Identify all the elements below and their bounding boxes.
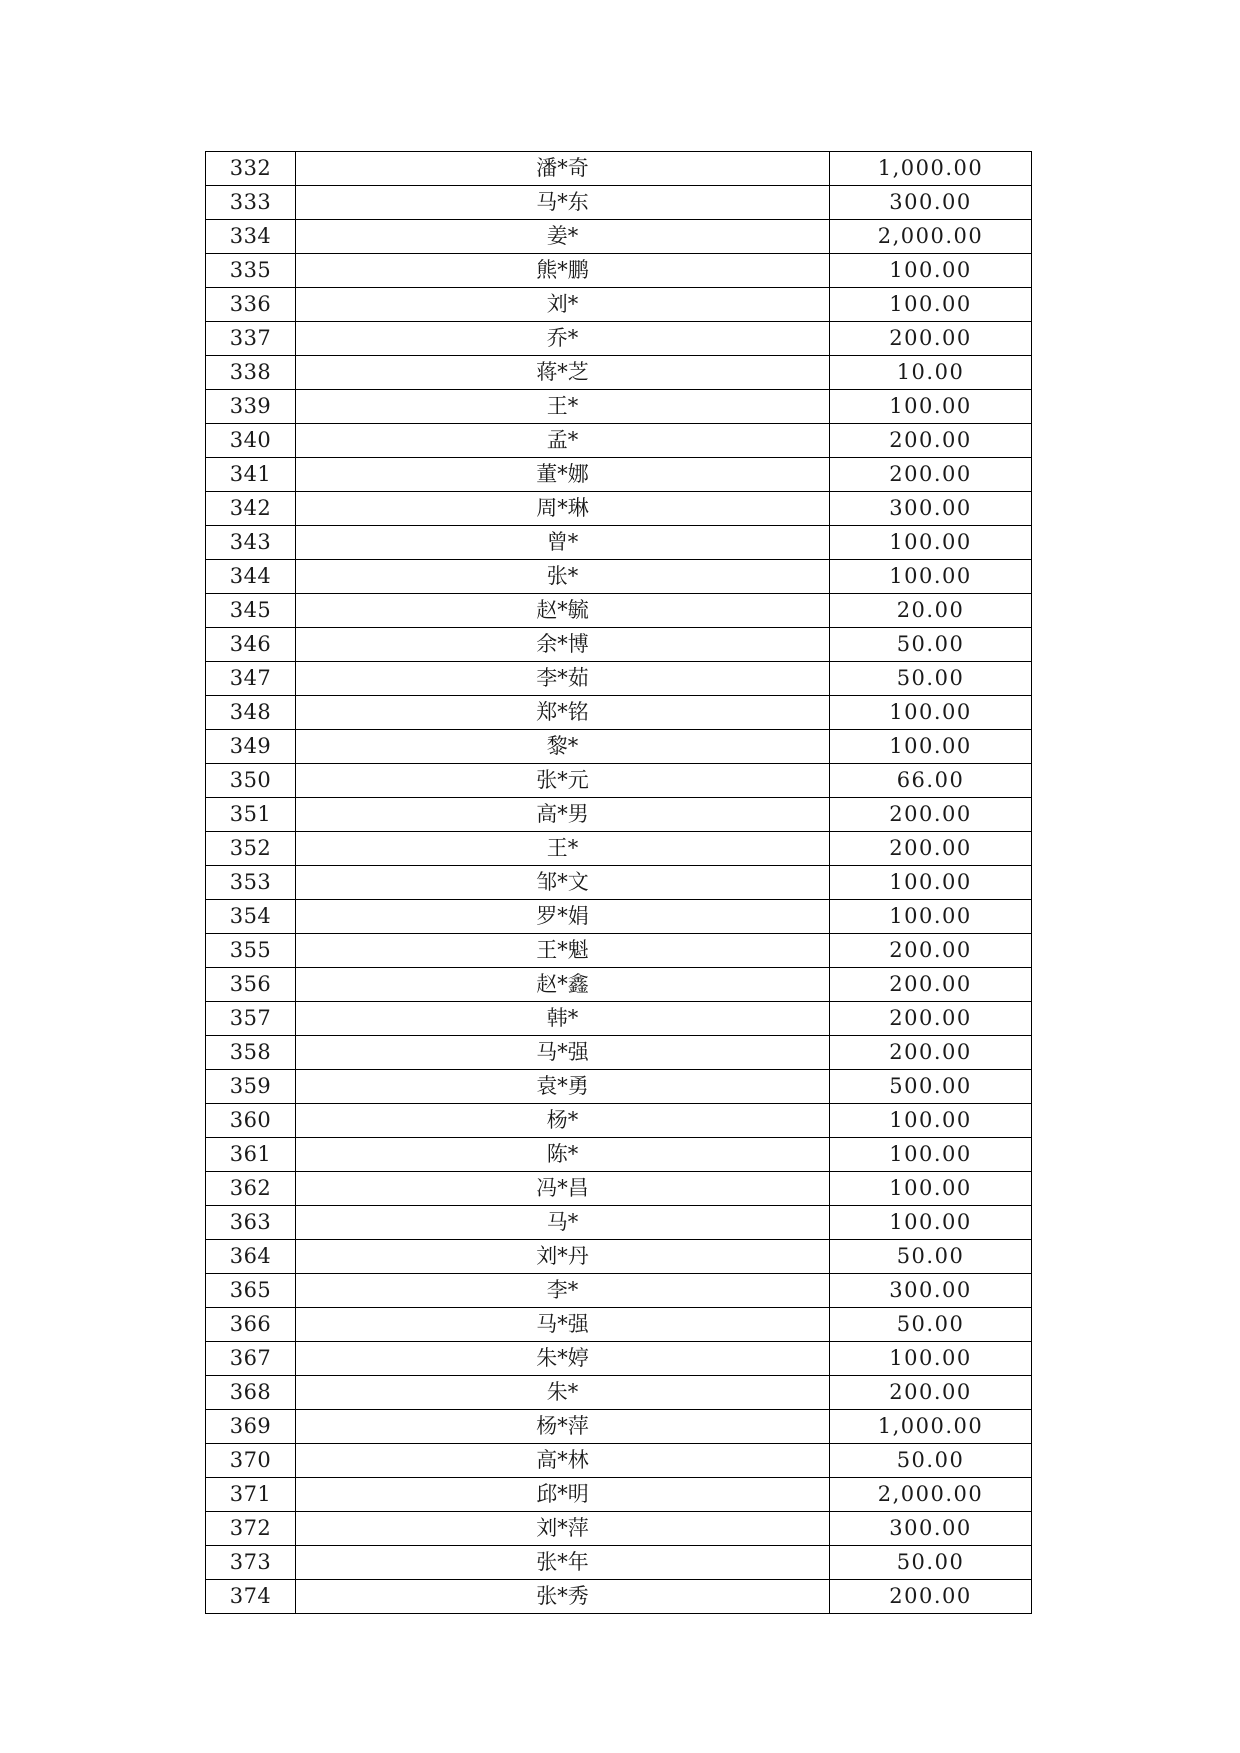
donor-name-cell: 乔* [296,322,830,356]
donor-name-cell: 刘* [296,288,830,322]
table-row [206,1172,1032,1206]
donor-name-cell: 杨* [296,1104,830,1138]
row-number-cell: 364 [206,1240,296,1274]
row-number-cell: 350 [206,764,296,798]
amount-cell: 100.00 [830,696,1032,730]
amount-cell: 100.00 [830,254,1032,288]
row-number-cell: 374 [206,1580,296,1614]
donor-name-cell: 张* [296,560,830,594]
donor-name-cell: 张*元 [296,764,830,798]
row-number-cell: 352 [206,832,296,866]
donor-name-cell: 王* [296,832,830,866]
table-row [206,1002,1032,1036]
table-row [206,152,1032,186]
table-row [206,866,1032,900]
row-number-cell: 332 [206,152,296,186]
row-number-cell: 367 [206,1342,296,1376]
amount-cell: 200.00 [830,424,1032,458]
amount-cell: 100.00 [830,1342,1032,1376]
table-row [206,934,1032,968]
row-number-cell: 360 [206,1104,296,1138]
amount-cell: 200.00 [830,934,1032,968]
amount-cell: 1,000.00 [830,1410,1032,1444]
donor-name-cell: 赵*毓 [296,594,830,628]
row-number-cell: 355 [206,934,296,968]
row-number-cell: 349 [206,730,296,764]
donor-name-cell: 姜* [296,220,830,254]
donor-name-cell: 邹*文 [296,866,830,900]
donor-name-cell: 张*秀 [296,1580,830,1614]
table-row [206,526,1032,560]
donor-name-cell: 陈* [296,1138,830,1172]
table-row [206,458,1032,492]
row-number-cell: 369 [206,1410,296,1444]
amount-cell: 100.00 [830,1172,1032,1206]
row-number-cell: 348 [206,696,296,730]
donor-name-cell: 冯*昌 [296,1172,830,1206]
table-row [206,832,1032,866]
donor-name-cell: 黎* [296,730,830,764]
row-number-cell: 343 [206,526,296,560]
donor-name-cell: 罗*娟 [296,900,830,934]
amount-cell: 20.00 [830,594,1032,628]
donor-name-cell: 马*强 [296,1308,830,1342]
donor-name-cell: 王*魁 [296,934,830,968]
table-row [206,696,1032,730]
row-number-cell: 353 [206,866,296,900]
row-number-cell: 372 [206,1512,296,1546]
table-row [206,1138,1032,1172]
amount-cell: 10.00 [830,356,1032,390]
donor-name-cell: 熊*鹏 [296,254,830,288]
amount-cell: 100.00 [830,866,1032,900]
amount-cell: 200.00 [830,1376,1032,1410]
table-row [206,1444,1032,1478]
table-row [206,1206,1032,1240]
table-row [206,900,1032,934]
table-row [206,1512,1032,1546]
row-number-cell: 370 [206,1444,296,1478]
row-number-cell: 342 [206,492,296,526]
donor-name-cell: 曾* [296,526,830,560]
donor-name-cell: 赵*鑫 [296,968,830,1002]
row-number-cell: 347 [206,662,296,696]
table-row [206,1240,1032,1274]
table-row [206,492,1032,526]
row-number-cell: 356 [206,968,296,1002]
table-row [206,220,1032,254]
donor-name-cell: 周*琳 [296,492,830,526]
row-number-cell: 339 [206,390,296,424]
table-row [206,798,1032,832]
table-row [206,1580,1032,1614]
amount-cell: 50.00 [830,1240,1032,1274]
table-row [206,628,1032,662]
amount-cell: 200.00 [830,458,1032,492]
amount-cell: 100.00 [830,900,1032,934]
amount-cell: 100.00 [830,560,1032,594]
donor-name-cell: 高*男 [296,798,830,832]
table-row [206,1410,1032,1444]
row-number-cell: 336 [206,288,296,322]
donor-name-cell: 孟* [296,424,830,458]
row-number-cell: 337 [206,322,296,356]
donor-name-cell: 马*强 [296,1036,830,1070]
row-number-cell: 354 [206,900,296,934]
amount-cell: 100.00 [830,730,1032,764]
table-row [206,1478,1032,1512]
donation-table-body [206,152,1032,1614]
row-number-cell: 335 [206,254,296,288]
donor-name-cell: 李* [296,1274,830,1308]
table-row [206,730,1032,764]
donor-name-cell: 高*林 [296,1444,830,1478]
row-number-cell: 359 [206,1070,296,1104]
table-row [206,186,1032,220]
amount-cell: 100.00 [830,288,1032,322]
donor-name-cell: 刘*丹 [296,1240,830,1274]
row-number-cell: 358 [206,1036,296,1070]
amount-cell: 200.00 [830,968,1032,1002]
row-number-cell: 345 [206,594,296,628]
amount-cell: 300.00 [830,1512,1032,1546]
table-row [206,390,1032,424]
amount-cell: 50.00 [830,1308,1032,1342]
amount-cell: 50.00 [830,628,1032,662]
row-number-cell: 371 [206,1478,296,1512]
amount-cell: 200.00 [830,832,1032,866]
table-row [206,1104,1032,1138]
donor-name-cell: 韩* [296,1002,830,1036]
donor-name-cell: 杨*萍 [296,1410,830,1444]
amount-cell: 100.00 [830,390,1032,424]
amount-cell: 100.00 [830,1206,1032,1240]
donor-name-cell: 张*年 [296,1546,830,1580]
amount-cell: 50.00 [830,1546,1032,1580]
table-row [206,1070,1032,1104]
amount-cell: 200.00 [830,1580,1032,1614]
table-row [206,764,1032,798]
amount-cell: 100.00 [830,526,1032,560]
donor-name-cell: 潘*奇 [296,152,830,186]
amount-cell: 200.00 [830,798,1032,832]
row-number-cell: 351 [206,798,296,832]
row-number-cell: 334 [206,220,296,254]
donor-name-cell: 朱* [296,1376,830,1410]
row-number-cell: 363 [206,1206,296,1240]
row-number-cell: 357 [206,1002,296,1036]
table-row [206,1308,1032,1342]
amount-cell: 66.00 [830,764,1032,798]
row-number-cell: 341 [206,458,296,492]
amount-cell: 2,000.00 [830,220,1032,254]
donor-name-cell: 董*娜 [296,458,830,492]
table-row [206,968,1032,1002]
table-row [206,288,1032,322]
donor-name-cell: 王* [296,390,830,424]
donor-name-cell: 朱*婷 [296,1342,830,1376]
table-row [206,662,1032,696]
amount-cell: 200.00 [830,1036,1032,1070]
table-row [206,424,1032,458]
amount-cell: 50.00 [830,662,1032,696]
row-number-cell: 346 [206,628,296,662]
row-number-cell: 361 [206,1138,296,1172]
donor-name-cell: 余*博 [296,628,830,662]
row-number-cell: 365 [206,1274,296,1308]
amount-cell: 1,000.00 [830,152,1032,186]
amount-cell: 500.00 [830,1070,1032,1104]
amount-cell: 300.00 [830,492,1032,526]
amount-cell: 100.00 [830,1138,1032,1172]
donor-name-cell: 邱*明 [296,1478,830,1512]
donor-name-cell: 蒋*芝 [296,356,830,390]
donor-name-cell: 马* [296,1206,830,1240]
row-number-cell: 333 [206,186,296,220]
donor-name-cell: 郑*铭 [296,696,830,730]
amount-cell: 200.00 [830,322,1032,356]
table-row [206,1036,1032,1070]
row-number-cell: 368 [206,1376,296,1410]
donor-name-cell: 袁*勇 [296,1070,830,1104]
donor-name-cell: 刘*萍 [296,1512,830,1546]
donor-name-cell: 马*东 [296,186,830,220]
table-row [206,254,1032,288]
table-row [206,322,1032,356]
table-row [206,1274,1032,1308]
row-number-cell: 340 [206,424,296,458]
amount-cell: 50.00 [830,1444,1032,1478]
amount-cell: 300.00 [830,1274,1032,1308]
row-number-cell: 344 [206,560,296,594]
table-row [206,1376,1032,1410]
amount-cell: 300.00 [830,186,1032,220]
amount-cell: 200.00 [830,1002,1032,1036]
row-number-cell: 362 [206,1172,296,1206]
amount-cell: 100.00 [830,1104,1032,1138]
table-row [206,1342,1032,1376]
row-number-cell: 338 [206,356,296,390]
row-number-cell: 366 [206,1308,296,1342]
donation-table [205,151,1032,1614]
amount-cell: 2,000.00 [830,1478,1032,1512]
table-row [206,594,1032,628]
table-row [206,560,1032,594]
row-number-cell: 373 [206,1546,296,1580]
table-row [206,356,1032,390]
table-row [206,1546,1032,1580]
donor-name-cell: 李*茹 [296,662,830,696]
